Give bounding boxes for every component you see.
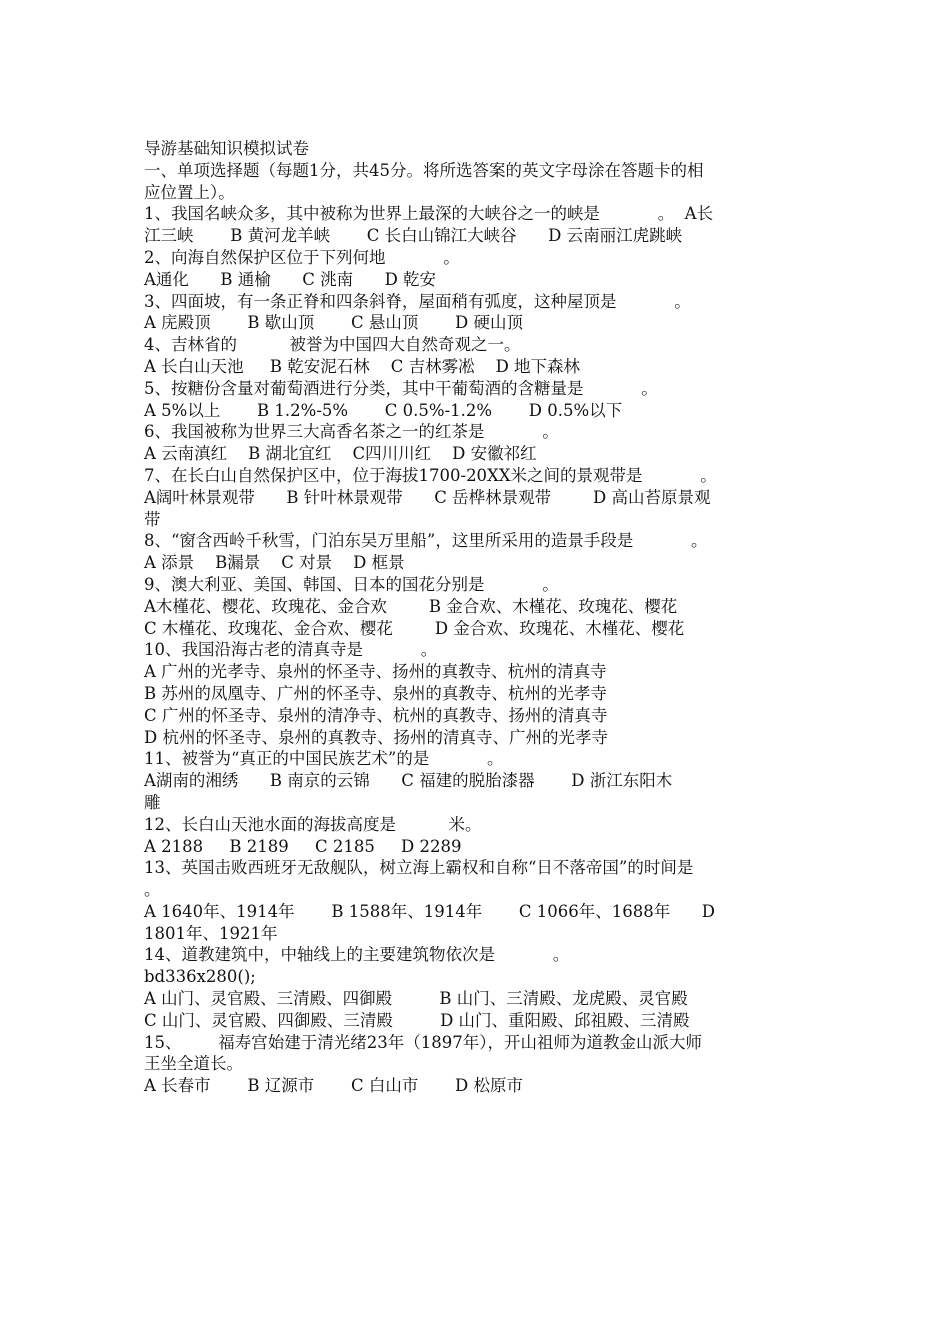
question-9: 9、澳大利亚、美国、韩国、日本的国花分别是 。 [144,574,559,594]
question-8-options: A 添景 B漏景 C 对景 D 框景 [144,553,405,573]
question-13-options-continued: 1801年、1921年 [144,923,278,943]
question-15: 15、 福寿宫始建于清光绪23年（1897年），开山祖师为道教金山派大师 [144,1032,702,1052]
question-10-option-b: B 苏州的凤凰寺、广州的怀圣寺、泉州的真教寺、杭州的光孝寺 [144,683,607,703]
question-11-options: A湖南的湘绣 B 南京的云锦 C 福建的脱胎漆器 D 浙江东阳木 [144,771,673,791]
question-15-options: A 长春市 B 辽源市 C 白山市 D 松原市 [144,1076,524,1096]
question-6: 6、我国被称为世界三大高香名茶之一的红茶是 。 [144,422,559,442]
question-5: 5、按糖份含量对葡萄酒进行分类，其中干葡萄酒的含糖量是 。 [144,378,658,398]
question-3-options: A 庑殿顶 B 歇山顶 C 悬山顶 D 硬山顶 [144,313,524,333]
question-14: 14、道教建筑中，中轴线上的主要建筑物依次是 。 [144,945,570,965]
question-4-options: A 长白山天池 B 乾安泥石林 C 吉林雾凇 D 地下森林 [144,356,581,376]
question-14-options-cd: C 山门、灵官殿、四御殿、三清殿 D 山门、重阳殿、邱祖殿、三清殿 [144,1010,690,1030]
question-9-options-ab: A木槿花、樱花、玫瑰花、金合欢 B 金合欢、木槿花、玫瑰花、樱花 [144,596,678,616]
question-4: 4、吉林省的 被誉为中国四大自然奇观之一。 [144,335,521,355]
stray-code-text: bd336x280(); [144,967,256,987]
question-10-option-c: C 广州的怀圣寺、泉州的清净寺、杭州的真教寺、扬州的清真寺 [144,705,608,725]
question-1-options: 江三峡 B 黄河龙羊峡 C 长白山锦江大峡谷 D 云南丽江虎跳峡 [144,226,683,246]
question-11: 11、被誉为“真正的中国民族艺术”的是 。 [144,749,504,769]
question-3: 3、四面坡，有一条正脊和四条斜脊，屋面稍有弧度，这种屋顶是 。 [144,291,691,311]
question-1: 1、我国名峡众多，其中被称为世界上最深的大峡谷之一的峡是 。 A长 [144,204,714,224]
question-6-options: A 云南滇红 B 湖北宜红 C四川川红 D 安徽祁红 [144,444,537,464]
question-7-options-continued: 带 [144,509,161,529]
question-8: 8、“窗含西岭千秋雪，门泊东吴万里船”，这里所采用的造景手段是 。 [144,531,708,551]
question-12-options: A 2188 B 2189 C 2185 D 2289 [144,836,462,856]
question-10-option-d: D 杭州的怀圣寺、泉州的真教寺、扬州的清真寺、广州的光孝寺 [144,727,608,747]
question-10-option-a: A 广州的光孝寺、泉州的怀圣寺、扬州的真教寺、杭州的清真寺 [144,662,607,682]
document-title: 导游基础知识模拟试卷 [144,139,309,158]
question-14-options-ab: A 山门、灵官殿、三清殿、四御殿 B 山门、三清殿、龙虎殿、灵官殿 [144,989,688,1009]
question-7-options: A阔叶林景观带 B 针叶林景观带 C 岳桦林景观带 D 高山苔原景观 [144,487,711,507]
question-7: 7、在长白山自然保护区中，位于海拔1700-20XX米之间的景观带是 。 [144,465,717,485]
question-13-options: A 1640年、1914年 B 1588年、1914年 C 1066年、1688年 D [144,901,715,921]
question-12: 12、长白山天池水面的海拔高度是 米。 [144,814,482,834]
section-heading: 一、单项选择题（每题1分，共45分。将所选答案的英文字母涂在答题卡的相 [144,160,704,180]
question-13-continued: 。 [144,880,161,900]
question-13: 13、英国击败西班牙无敌舰队，树立海上霸权和自称“日不落帝国”的时间是 [144,858,694,878]
question-10: 10、我国沿海古老的清真寺是 。 [144,640,438,660]
question-9-options-cd: C 木槿花、玫瑰花、金合欢、樱花 D 金合欢、玫瑰花、木槿花、樱花 [144,618,685,638]
document-page [144,138,808,1097]
question-2: 2、向海自然保护区位于下列何地 。 [144,247,460,267]
question-11-options-continued: 雕 [144,792,161,812]
question-15-continued: 王坐全道长。 [144,1054,243,1074]
question-5-options: A 5%以上 B 1.2%-5% C 0.5%-1.2% D 0.5%以下 [144,400,623,420]
section-heading-continued: 应位置上）。 [144,182,235,202]
question-2-options: A通化 B 通榆 C 洮南 D 乾安 [144,269,437,289]
